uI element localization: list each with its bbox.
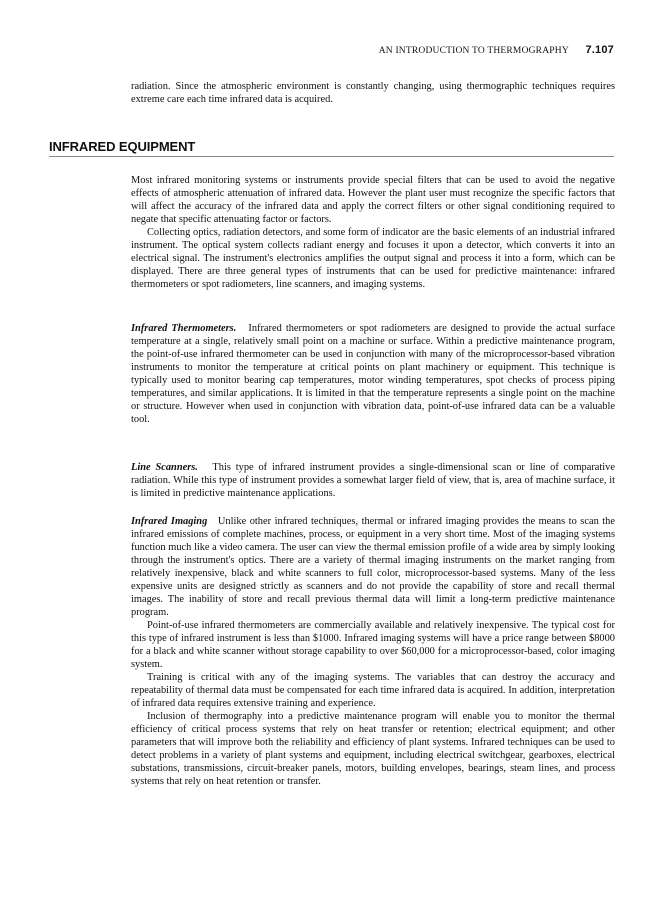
body-paragraph: Collecting optics, radiation detectors, and some form of indicator are the basic elements of an industrial infrared instrument. The optical system collects radiant energy and focuses it upon a detector, which converts it into an electrical signal. The instrument's electronics amplifies the output signal and process it into a form, which can be displayed. There are three general types of instruments that can be used for predictive maintenance: infrared thermometers or spot radiometers, line scanners, and imaging systems. [131,227,615,290]
page-number: 7.107 [585,44,614,56]
imaging-paragraph: Point-of-use infrared thermometers are commercially available and relatively inexpensive. The typical cost for this type of infrared instrument is less than $1000. Infrared imaging systems will have a price range between $8000 for a black and white scanner without storage capability to over $60,000 for a microprocessor-based, color imaging system. [131,620,615,670]
section-title: INFRARED EQUIPMENT [49,139,196,154]
scanners-heading: Line Scanners. [131,462,198,473]
thermometers-block [131,322,615,426]
running-header [0,44,614,56]
intro-text-block [131,80,615,106]
imaging-heading: Infrared Imaging [131,516,208,527]
thermometers-text: Infrared thermometers or spot radiometers are designed to provide the actual surface temperature at a single, relatively small point on a machine or surface. Within a predictive maintenance program, the point-of-use infrared thermometer can be used in conjunction with many of the microprocessor-based vibration instruments to monitor the temperature at critical points on plant machinery or equipment. This technique is typically used to monitor bearing cap temperatures, motor winding temperatures, spot checks of process piping temperatures, and similar applications. It is limited in that the temperature represents a single point on the machine or structure. However when used in conjunction with vibration data, point-of-use infrared data can be a valuable tool. [131,323,615,425]
imaging-block [131,515,615,788]
body-paragraph: Most infrared monitoring systems or instruments provide special filters that can be used to avoid the negative effects of atmospheric attenuation of infrared data. However the plant user must recognize the specific factors that will affect the accuracy of the infrared data and apply the correct filters or other signal conditioning required to negate that specific attenuating factor or factors. [131,175,615,225]
running-title: AN INTRODUCTION TO THERMOGRAPHY [378,46,569,56]
imaging-text: Unlike other infrared techniques, thermal or infrared imaging provides the means to scan the infrared emissions of complete machines, process, or equipment in a very short time. Most of the imaging systems function much like a video camera. The user can view the thermal emission profile of a wide area by simply looking through the instrument's optics. There are a variety of thermal imaging instruments on the market ranging from relatively inexpensive, black and white scanners to full color, microprocessor-based systems. Many of the less expensive units are designed strictly as scanners and do not provide the capability of store and recall thermal images. The inability of store and recall previous thermal data will limit a long-term predictive maintenance program. [131,516,615,618]
intro-paragraph: radiation. Since the atmospheric environment is constantly changing, using thermographic techniques requires extreme care each time infrared data is acquired. [131,81,615,105]
imaging-paragraph: Training is critical with any of the imaging systems. The variables that can destroy the accuracy and repeatability of thermal data must be compensated for each time infrared data is acquired. In addition, interpretation of infrared data requires extensive training and experience. [131,672,615,709]
imaging-paragraph: Inclusion of thermography into a predictive maintenance program will enable you to monitor the thermal efficiency of critical process systems that rely on heat transfer or retention; electrical equipment; and other parameters that will improve both the reliability and efficiency of plant systems. Infrared techniques can be used to detect problems in a variety of plant systems and equipment, including electrical switchgear, gearboxes, electrical substations, transmissions, circuit-breaker panels, motors, building envelopes, bearings, steam lines, and process systems that rely on heat retention or transfer. [131,711,615,787]
thermometers-heading: Infrared Thermometers. [131,323,237,334]
section-body [131,174,615,291]
scanners-text: This type of infrared instrument provides a single-dimensional scan or line of comparative radiation. While this type of instrument provides a somewhat larger field of view, that is, area of machine surface, it is limited in predictive maintenance applications. [131,462,615,499]
section-divider [49,156,614,157]
scanners-block [131,461,615,500]
